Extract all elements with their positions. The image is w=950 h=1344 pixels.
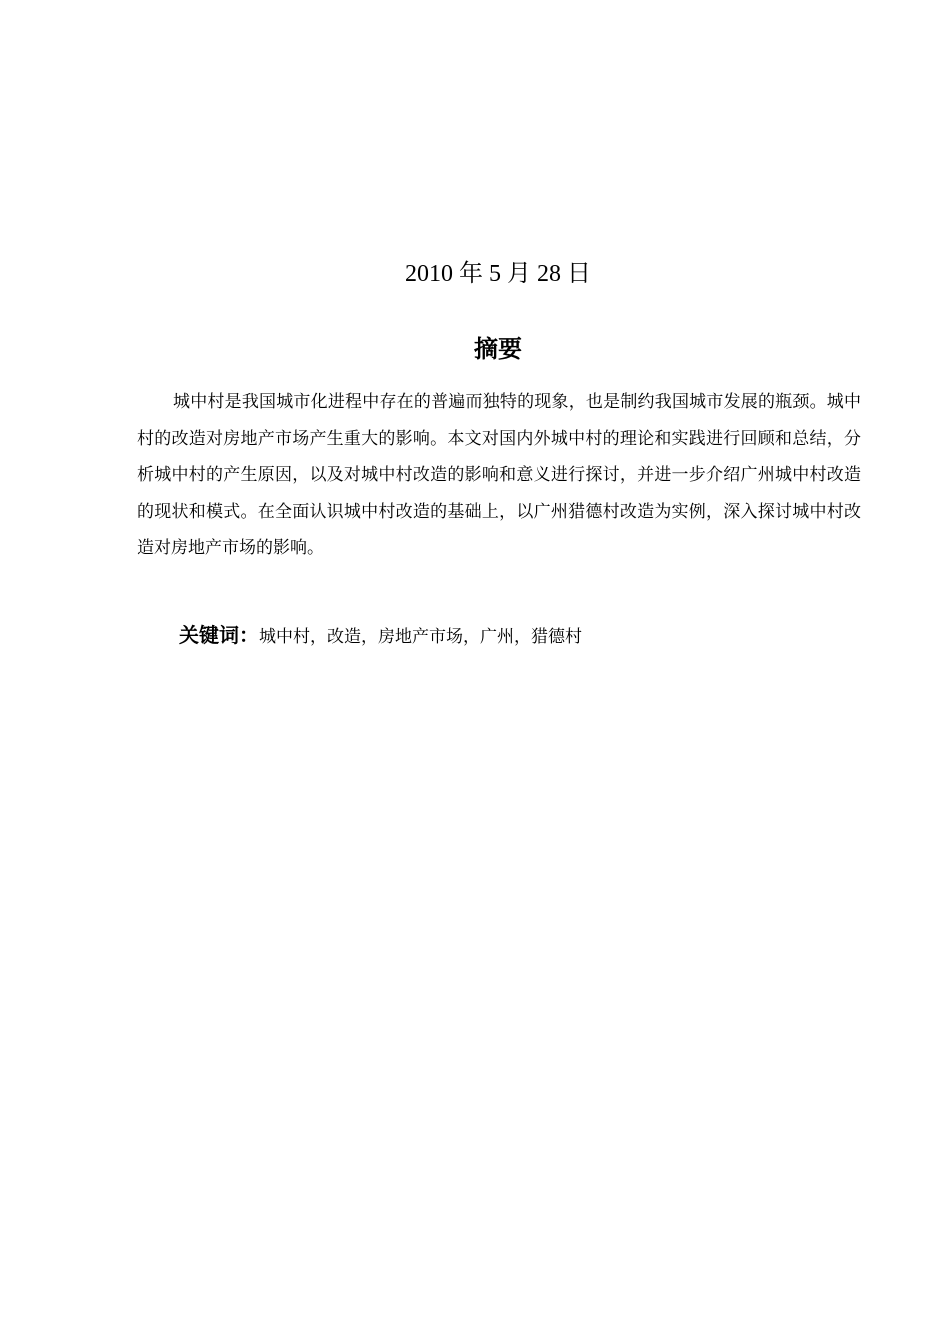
keywords-text: 城中村，改造，房地产市场，广州，猎德村 (259, 627, 582, 647)
keywords-line (179, 620, 859, 652)
keywords-label: 关键词： (179, 623, 259, 647)
abstract-paragraph: 城中村是我国城市化进程中存在的普遍而独特的现象，也是制约我国城市发展的瓶颈。城中村的改造对房地产市场产生重大的影响。本文对国内外城中村的理论和实践进行回顾和总结，分析城中村的产生原因，以及对城中村改造的影响和意义进行探讨，并进一步介绍广州城中村改造的现状和模式。在全面认识城中村改造的基础上，以广州猎德村改造为实例，深入探讨城中村改造对房地产市场的影响。 (137, 392, 861, 558)
abstract-heading: 摘要 (474, 335, 522, 363)
document-date: 2010 年 5 月 28 日 (405, 261, 591, 287)
